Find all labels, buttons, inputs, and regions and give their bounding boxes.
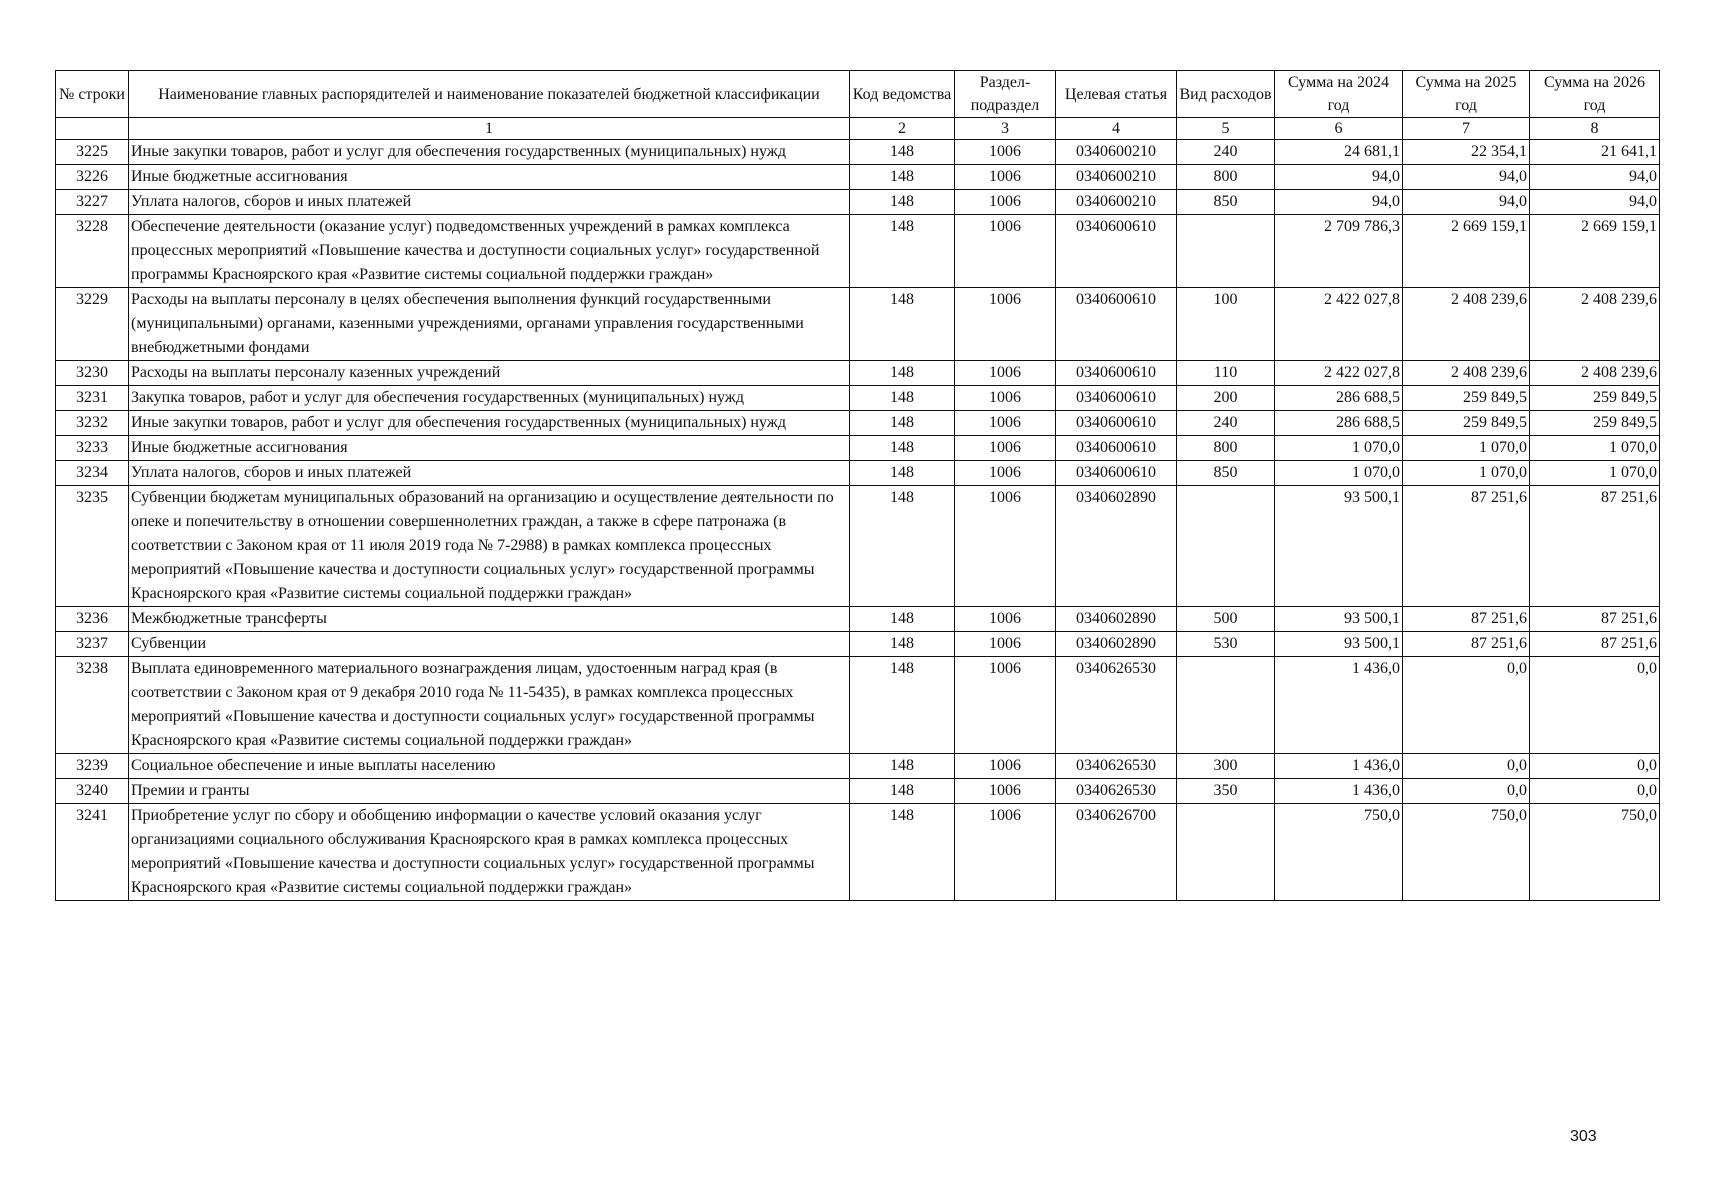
cell-sum-2024: 2 422 027,8 — [1275, 288, 1403, 361]
cell-target-article: 0340600610 — [1056, 461, 1177, 486]
cell-indicator-name: Расходы на выплаты персоналу в целях обеспечения выполнения функций государственными (муниципальными) органами, казенными учреждениями, органами управления государственными внебюджетными фондами — [129, 288, 850, 361]
table-row — [56, 754, 1660, 779]
cell-sum-2026: 87 251,6 — [1530, 607, 1660, 632]
cell-indicator-name: Иные закупки товаров, работ и услуг для обеспечения государственных (муниципальных) нужд — [129, 411, 850, 436]
cell-department-code: 148 — [850, 779, 955, 804]
cell-indicator-name: Расходы на выплаты персоналу казенных учреждений — [129, 361, 850, 386]
cell-section: 1006 — [955, 386, 1056, 411]
cell-indicator-name: Обеспечение деятельности (оказание услуг) подведомственных учреждений в рамках комплекса процессных мероприятий «Повышение качества и доступности социальных услуг» государственной программы Красноярского края «Развитие системы социальной поддержки граждан» — [129, 215, 850, 288]
cell-expense-type: 800 — [1177, 165, 1275, 190]
cell-expense-type: 100 — [1177, 288, 1275, 361]
cell-section: 1006 — [955, 657, 1056, 754]
cell-sum-2024: 2 709 786,3 — [1275, 215, 1403, 288]
table-row — [56, 461, 1660, 486]
cell-row-number: 3235 — [56, 486, 129, 607]
cell-sum-2026: 259 849,5 — [1530, 411, 1660, 436]
cell-sum-2026: 94,0 — [1530, 190, 1660, 215]
cell-expense-type: 800 — [1177, 436, 1275, 461]
cell-department-code: 148 — [850, 411, 955, 436]
cell-expense-type: 850 — [1177, 190, 1275, 215]
cell-sum-2025: 87 251,6 — [1403, 607, 1530, 632]
cell-section: 1006 — [955, 361, 1056, 386]
cell-sum-2025: 2 669 159,1 — [1403, 215, 1530, 288]
column-number: 3 — [955, 118, 1056, 140]
column-number: 4 — [1056, 118, 1177, 140]
cell-sum-2026: 87 251,6 — [1530, 486, 1660, 607]
header-section: Раздел-подраздел — [955, 71, 1056, 118]
header-department-code: Код ведомства — [850, 71, 955, 118]
cell-expense-type — [1177, 215, 1275, 288]
cell-expense-type: 110 — [1177, 361, 1275, 386]
table-row — [56, 361, 1660, 386]
cell-sum-2024: 1 436,0 — [1275, 657, 1403, 754]
page-number: 303 — [1570, 1128, 1597, 1145]
cell-section: 1006 — [955, 486, 1056, 607]
cell-expense-type: 240 — [1177, 140, 1275, 165]
cell-sum-2026: 259 849,5 — [1530, 386, 1660, 411]
table-body — [56, 140, 1660, 901]
cell-row-number: 3238 — [56, 657, 129, 754]
cell-department-code: 148 — [850, 436, 955, 461]
cell-sum-2025: 87 251,6 — [1403, 486, 1530, 607]
cell-sum-2024: 24 681,1 — [1275, 140, 1403, 165]
cell-target-article: 0340600610 — [1056, 436, 1177, 461]
budget-document-page — [55, 70, 1659, 901]
table-row — [56, 215, 1660, 288]
table-row — [56, 804, 1660, 901]
cell-sum-2024: 286 688,5 — [1275, 411, 1403, 436]
header-target-article: Целевая статья — [1056, 71, 1177, 118]
cell-section: 1006 — [955, 607, 1056, 632]
column-number — [56, 118, 129, 140]
cell-target-article: 0340600610 — [1056, 386, 1177, 411]
cell-sum-2024: 286 688,5 — [1275, 386, 1403, 411]
cell-sum-2025: 750,0 — [1403, 804, 1530, 901]
column-number: 7 — [1403, 118, 1530, 140]
cell-row-number: 3231 — [56, 386, 129, 411]
cell-target-article: 0340600210 — [1056, 140, 1177, 165]
cell-section: 1006 — [955, 165, 1056, 190]
cell-indicator-name: Межбюджетные трансферты — [129, 607, 850, 632]
cell-sum-2024: 93 500,1 — [1275, 607, 1403, 632]
cell-target-article: 0340600210 — [1056, 165, 1177, 190]
cell-target-article: 0340626530 — [1056, 657, 1177, 754]
cell-sum-2024: 1 436,0 — [1275, 754, 1403, 779]
cell-sum-2026: 0,0 — [1530, 657, 1660, 754]
cell-sum-2024: 1 070,0 — [1275, 436, 1403, 461]
cell-sum-2025: 22 354,1 — [1403, 140, 1530, 165]
cell-indicator-name: Иные бюджетные ассигнования — [129, 436, 850, 461]
table-row — [56, 486, 1660, 607]
cell-expense-type: 530 — [1177, 632, 1275, 657]
cell-row-number: 3226 — [56, 165, 129, 190]
cell-sum-2026: 0,0 — [1530, 779, 1660, 804]
cell-section: 1006 — [955, 754, 1056, 779]
header-expense-type: Вид расходов — [1177, 71, 1275, 118]
cell-department-code: 148 — [850, 361, 955, 386]
cell-sum-2026: 2 669 159,1 — [1530, 215, 1660, 288]
column-number: 6 — [1275, 118, 1403, 140]
cell-department-code: 148 — [850, 461, 955, 486]
cell-sum-2025: 0,0 — [1403, 779, 1530, 804]
cell-section: 1006 — [955, 140, 1056, 165]
column-number: 1 — [129, 118, 850, 140]
cell-sum-2025: 259 849,5 — [1403, 386, 1530, 411]
cell-department-code: 148 — [850, 632, 955, 657]
cell-sum-2024: 93 500,1 — [1275, 632, 1403, 657]
cell-indicator-name: Социальное обеспечение и иные выплаты населению — [129, 754, 850, 779]
cell-target-article: 0340600210 — [1056, 190, 1177, 215]
cell-indicator-name: Субвенции — [129, 632, 850, 657]
cell-row-number: 3233 — [56, 436, 129, 461]
budget-table — [55, 70, 1660, 901]
cell-row-number: 3227 — [56, 190, 129, 215]
table-row — [56, 779, 1660, 804]
cell-sum-2025: 94,0 — [1403, 190, 1530, 215]
cell-department-code: 148 — [850, 215, 955, 288]
cell-sum-2025: 87 251,6 — [1403, 632, 1530, 657]
cell-target-article: 0340600610 — [1056, 361, 1177, 386]
cell-indicator-name: Выплата единовременного материального вознаграждения лицам, удостоенным наград края (в соответствии с Законом края от 9 декабря 2010 года № 11-5435), в рамках комплекса процессных мероприятий «Повышение качества и доступности социальных услуг» государственной программы Красноярского края «Развитие системы социальной поддержки граждан» — [129, 657, 850, 754]
table-row — [56, 411, 1660, 436]
cell-indicator-name: Уплата налогов, сборов и иных платежей — [129, 190, 850, 215]
cell-target-article: 0340626700 — [1056, 804, 1177, 901]
cell-sum-2025: 2 408 239,6 — [1403, 288, 1530, 361]
table-row — [56, 288, 1660, 361]
cell-row-number: 3239 — [56, 754, 129, 779]
cell-department-code: 148 — [850, 140, 955, 165]
cell-department-code: 148 — [850, 386, 955, 411]
cell-expense-type: 850 — [1177, 461, 1275, 486]
cell-department-code: 148 — [850, 607, 955, 632]
cell-sum-2025: 0,0 — [1403, 657, 1530, 754]
table-row — [56, 190, 1660, 215]
header-row-number: № строки — [56, 71, 129, 118]
cell-sum-2026: 0,0 — [1530, 754, 1660, 779]
cell-sum-2025: 94,0 — [1403, 165, 1530, 190]
header-sum-2026: Сумма на 2026 год — [1530, 71, 1660, 118]
cell-indicator-name: Закупка товаров, работ и услуг для обеспечения государственных (муниципальных) нужд — [129, 386, 850, 411]
cell-section: 1006 — [955, 411, 1056, 436]
cell-department-code: 148 — [850, 486, 955, 607]
cell-target-article: 0340602890 — [1056, 607, 1177, 632]
cell-expense-type: 240 — [1177, 411, 1275, 436]
cell-section: 1006 — [955, 632, 1056, 657]
cell-expense-type: 350 — [1177, 779, 1275, 804]
cell-sum-2025: 1 070,0 — [1403, 436, 1530, 461]
cell-sum-2026: 2 408 239,6 — [1530, 361, 1660, 386]
column-number: 2 — [850, 118, 955, 140]
cell-indicator-name: Иные закупки товаров, работ и услуг для обеспечения государственных (муниципальных) нужд — [129, 140, 850, 165]
cell-section: 1006 — [955, 215, 1056, 288]
cell-row-number: 3230 — [56, 361, 129, 386]
cell-indicator-name: Субвенции бюджетам муниципальных образований на организацию и осуществление деятельности по опеке и попечительству в отношении совершеннолетних граждан, а также в сфере патронажа (в соответствии с Законом края от 11 июля 2019 года № 7-2988) в рамках комплекса процессных мероприятий «Повышение качества и доступности социальных услуг» государственной программы Красноярского края «Развитие системы социальной поддержки граждан» — [129, 486, 850, 607]
cell-target-article: 0340626530 — [1056, 754, 1177, 779]
cell-expense-type: 300 — [1177, 754, 1275, 779]
cell-sum-2026: 87 251,6 — [1530, 632, 1660, 657]
cell-row-number: 3240 — [56, 779, 129, 804]
cell-sum-2026: 1 070,0 — [1530, 436, 1660, 461]
cell-sum-2026: 750,0 — [1530, 804, 1660, 901]
cell-target-article: 0340602890 — [1056, 632, 1177, 657]
cell-expense-type: 500 — [1177, 607, 1275, 632]
table-row — [56, 632, 1660, 657]
cell-target-article: 0340600610 — [1056, 215, 1177, 288]
cell-department-code: 148 — [850, 754, 955, 779]
cell-indicator-name: Уплата налогов, сборов и иных платежей — [129, 461, 850, 486]
cell-sum-2024: 1 070,0 — [1275, 461, 1403, 486]
cell-section: 1006 — [955, 779, 1056, 804]
cell-target-article: 0340602890 — [1056, 486, 1177, 607]
cell-sum-2026: 94,0 — [1530, 165, 1660, 190]
cell-row-number: 3232 — [56, 411, 129, 436]
cell-sum-2024: 94,0 — [1275, 165, 1403, 190]
cell-sum-2026: 2 408 239,6 — [1530, 288, 1660, 361]
cell-row-number: 3229 — [56, 288, 129, 361]
cell-target-article: 0340600610 — [1056, 411, 1177, 436]
cell-target-article: 0340600610 — [1056, 288, 1177, 361]
cell-row-number: 3234 — [56, 461, 129, 486]
cell-indicator-name: Премии и гранты — [129, 779, 850, 804]
table-row — [56, 165, 1660, 190]
cell-sum-2026: 1 070,0 — [1530, 461, 1660, 486]
cell-sum-2024: 2 422 027,8 — [1275, 361, 1403, 386]
cell-expense-type — [1177, 486, 1275, 607]
cell-expense-type: 200 — [1177, 386, 1275, 411]
column-number-row — [56, 118, 1660, 140]
table-header-row — [56, 71, 1660, 118]
cell-sum-2024: 1 436,0 — [1275, 779, 1403, 804]
cell-row-number: 3241 — [56, 804, 129, 901]
cell-sum-2024: 93 500,1 — [1275, 486, 1403, 607]
cell-target-article: 0340626530 — [1056, 779, 1177, 804]
cell-expense-type — [1177, 804, 1275, 901]
cell-row-number: 3225 — [56, 140, 129, 165]
header-sum-2025: Сумма на 2025 год — [1403, 71, 1530, 118]
table-row — [56, 386, 1660, 411]
cell-row-number: 3237 — [56, 632, 129, 657]
cell-sum-2025: 259 849,5 — [1403, 411, 1530, 436]
cell-section: 1006 — [955, 436, 1056, 461]
cell-department-code: 148 — [850, 165, 955, 190]
cell-indicator-name: Иные бюджетные ассигнования — [129, 165, 850, 190]
cell-department-code: 148 — [850, 288, 955, 361]
table-row — [56, 607, 1660, 632]
cell-section: 1006 — [955, 288, 1056, 361]
table-row — [56, 657, 1660, 754]
column-number: 5 — [1177, 118, 1275, 140]
cell-section: 1006 — [955, 190, 1056, 215]
column-number: 8 — [1530, 118, 1660, 140]
header-sum-2024: Сумма на 2024 год — [1275, 71, 1403, 118]
cell-sum-2024: 94,0 — [1275, 190, 1403, 215]
cell-expense-type — [1177, 657, 1275, 754]
cell-department-code: 148 — [850, 657, 955, 754]
header-name: Наименование главных распорядителей и наименование показателей бюджетной классификации — [129, 71, 850, 118]
table-row — [56, 436, 1660, 461]
cell-sum-2025: 1 070,0 — [1403, 461, 1530, 486]
cell-row-number: 3228 — [56, 215, 129, 288]
cell-sum-2025: 0,0 — [1403, 754, 1530, 779]
table-row — [56, 140, 1660, 165]
cell-row-number: 3236 — [56, 607, 129, 632]
cell-department-code: 148 — [850, 190, 955, 215]
cell-sum-2024: 750,0 — [1275, 804, 1403, 901]
cell-sum-2025: 2 408 239,6 — [1403, 361, 1530, 386]
cell-indicator-name: Приобретение услуг по сбору и обобщению информации о качестве условий оказания услуг организациями социального обслуживания Красноярского края в рамках комплекса процессных мероприятий «Повышение качества и доступности социальных услуг» государственной программы Красноярского края «Развитие системы социальной поддержки граждан» — [129, 804, 850, 901]
cell-section: 1006 — [955, 804, 1056, 901]
cell-sum-2026: 21 641,1 — [1530, 140, 1660, 165]
cell-department-code: 148 — [850, 804, 955, 901]
cell-section: 1006 — [955, 461, 1056, 486]
